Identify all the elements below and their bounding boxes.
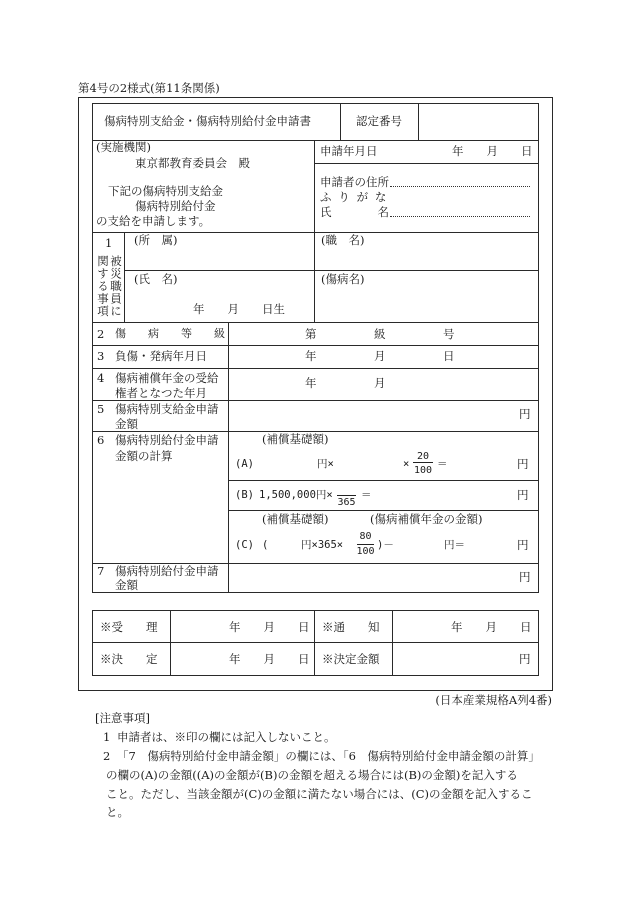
note-1-text: 申請者は、※印の欄には記入しないこと。 <box>117 730 336 744</box>
calc-a-numerator: 20 <box>416 451 430 462</box>
item-7-value-unit: 円 <box>519 570 531 584</box>
certification-number-label: 認定番号 <box>356 114 402 128</box>
calc-b-fraction-bar <box>337 495 356 496</box>
item-4-label-line-2: 権者となつた年月 <box>115 386 207 400</box>
item-7-label-line-2: 金額 <box>115 578 138 592</box>
form-title: 傷病特別支給金・傷病特別給付金申請書 <box>104 114 311 128</box>
item-7-number: 7 <box>97 564 105 578</box>
received-label: ※受 理 <box>100 620 158 634</box>
item-3-label: 負傷・発病年月日 <box>115 349 207 363</box>
note-2-line-1: 「7 傷病特別給付金申請金額」の欄には、「6 傷病特別給付金申請金額の計算」 <box>117 749 540 763</box>
item-4-number: 4 <box>97 371 105 385</box>
calc-c-numerator: 80 <box>359 531 372 542</box>
item-2-number: 2 <box>97 327 105 341</box>
calc-c-header-right: (傷病補償年金の金額) <box>370 512 483 526</box>
calc-c-result-unit: 円 <box>517 538 529 552</box>
calc-b-base: 1,500,000円× <box>259 489 333 501</box>
decided-amount-label: ※決定金額 <box>322 652 380 666</box>
calc-a-fraction-bar <box>413 462 433 463</box>
decided-amount-cell <box>392 642 539 676</box>
item-5-value-cell <box>228 400 539 432</box>
employee-section-label-col-1: 被災職員に <box>109 255 123 318</box>
calc-a-yen-times: 円× <box>317 458 334 470</box>
position-label: (職 名) <box>321 233 365 247</box>
employee-section-number: 1 <box>105 236 113 250</box>
calc-b-marker: (B) <box>235 489 254 501</box>
birth-date-placeholder: 年 月 日生 <box>193 302 285 316</box>
applicant-address-line <box>390 186 530 187</box>
calc-b-equals: ＝ <box>361 489 372 501</box>
item-7-value-cell <box>228 563 539 593</box>
calc-c-header-left: (補償基礎額) <box>262 512 329 526</box>
item-3-value: 年 月 日 <box>305 349 455 363</box>
item-2-label: 傷 病 等 級 <box>115 327 225 340</box>
request-line-2: 傷病特別給付金 <box>135 199 216 213</box>
item-3-number: 3 <box>97 349 105 363</box>
applicant-furigana-label: ふりがな <box>320 190 394 204</box>
item-5-label-line-2: 金額 <box>115 417 138 431</box>
decided-label: ※決 定 <box>100 652 158 666</box>
item-6-number: 6 <box>97 433 105 447</box>
item-4-label-line-1: 傷病補償年金の受給 <box>115 371 219 385</box>
decided-amount-unit: 円 <box>519 652 531 666</box>
note-2-line-3: こと。ただし、当該金額が(C)の金額に満たない場合には、(C)の金額を記入するこ <box>106 787 533 801</box>
application-date-placeholder: 年 月 日 <box>452 144 533 158</box>
calc-c-yen-times: 円×365× <box>301 539 344 551</box>
applicant-name-line <box>390 216 530 217</box>
item-5-value-unit: 円 <box>519 407 531 421</box>
calc-c-denominator: 100 <box>356 546 375 557</box>
applicant-name-label: 氏 名 <box>320 205 389 219</box>
received-date: 年 月 日 <box>229 620 310 634</box>
decided-date: 年 月 日 <box>229 652 310 666</box>
calc-c-fraction-bar <box>357 544 374 545</box>
calc-b-result-unit: 円 <box>517 488 529 502</box>
injury-label: (傷病名) <box>321 272 365 286</box>
item-6-label-line-2: 金額の計算 <box>115 449 173 463</box>
affiliation-label: (所 属) <box>134 233 178 247</box>
employee-section-label-col-2: 関する事項 <box>96 255 110 318</box>
calc-a-header: (補償基礎額) <box>262 432 329 446</box>
item-5-number: 5 <box>97 402 105 416</box>
item-6-label-line-1: 傷病特別給付金申請 <box>115 433 219 447</box>
application-date-label: 申請年月日 <box>320 144 378 158</box>
note-2-line-2: の欄の(A)の金額((A)の金額が(B)の金額を超える場合には(B)の金額)を記入する <box>106 768 518 782</box>
item-5-label-line-1: 傷病特別支給金申請 <box>115 402 219 416</box>
addressee-name: 東京都教育委員会 殿 <box>135 156 250 170</box>
calc-a-marker: (A) <box>235 458 254 470</box>
item-4-value: 年 月 <box>305 376 386 390</box>
form-number: 第4号の2様式(第11条関係) <box>78 81 220 95</box>
addressee-label: (実施機関) <box>96 140 151 154</box>
note-2-line-4: と。 <box>106 805 129 819</box>
calc-a-result-unit: 円 <box>517 457 529 471</box>
request-line-3: の支給を申請します。 <box>96 214 211 228</box>
notes-heading: [注意事項] <box>95 711 150 725</box>
request-line-1: 下記の傷病特別支給金 <box>108 184 223 198</box>
certification-number-value-cell <box>418 103 539 141</box>
calc-a-denominator: 100 <box>413 465 433 476</box>
notified-date: 年 月 日 <box>451 620 532 634</box>
employee-name-label: (氏 名) <box>134 272 178 286</box>
calc-b-denominator: 365 <box>337 497 356 508</box>
notified-label: ※通 知 <box>322 620 380 634</box>
paper-size-note: (日本産業規格A列4番) <box>435 693 552 707</box>
item-2-value: 第 級 号 <box>305 327 455 341</box>
applicant-address-label: 申請者の住所 <box>320 175 389 189</box>
calc-a-times: × <box>403 458 410 470</box>
note-1-number: 1 <box>103 730 111 744</box>
note-2-number: 2 <box>103 749 111 763</box>
calc-a-equals: ＝ <box>437 458 448 470</box>
calc-c-open-paren: ( <box>262 539 269 551</box>
calc-c-yen-equals: 円＝ <box>444 539 465 551</box>
calc-c-marker: (C) <box>235 539 254 551</box>
item-7-label-line-1: 傷病特別給付金申請 <box>115 564 219 578</box>
calc-c-close-minus: )－ <box>377 539 394 551</box>
